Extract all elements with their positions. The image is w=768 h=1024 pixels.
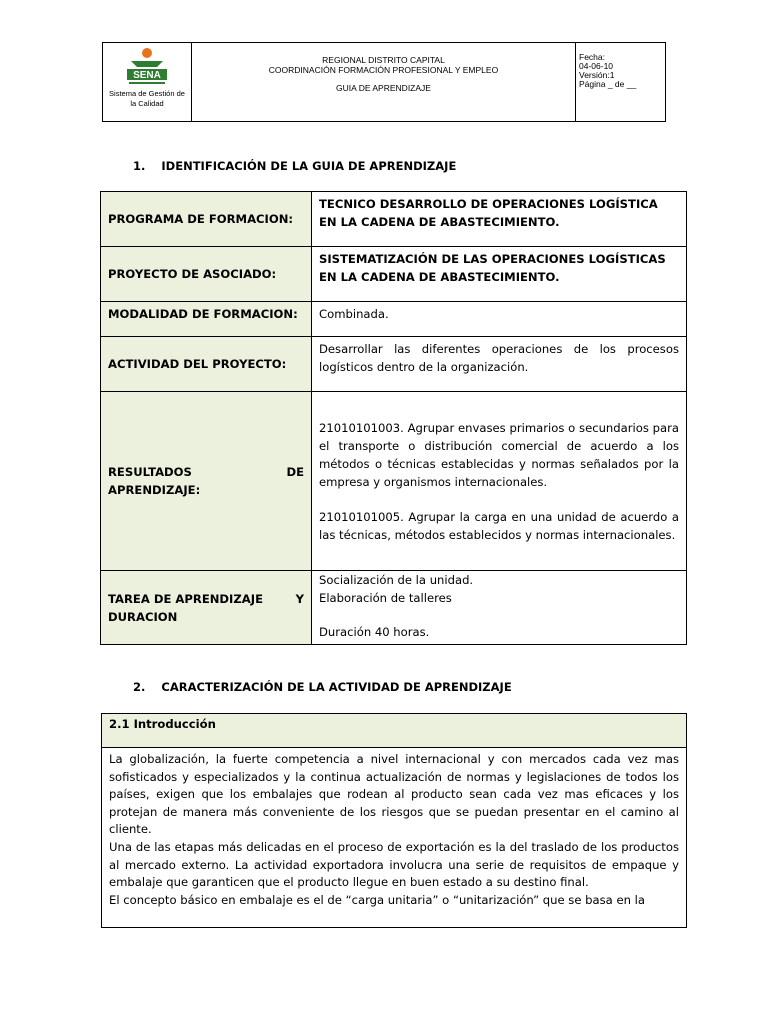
table-row — [101, 392, 687, 571]
actividad-value: Desarrollar las diferentes operaciones de los procesos logísticos dentro de la organización. — [312, 337, 687, 392]
proyecto-value: SISTEMATIZACIÓN DE LAS OPERACIONES LOGÍSTICAS EN LA CADENA DE ABASTECIMIENTO. — [312, 247, 687, 302]
resultados-label-a: RESULTADOS — [108, 465, 192, 479]
fecha-label: Fecha: — [579, 52, 605, 62]
tarea-line-3: Duración 40 horas. — [319, 625, 430, 639]
resultado-2: 21010101005. Agrupar la carga en una unidad de acuerdo a las técnicas, métodos establecidos y normas internacionales. — [319, 509, 679, 542]
section1-heading — [133, 159, 456, 173]
intro-text-cell — [102, 748, 687, 928]
identification-table — [100, 191, 687, 645]
version-label: Versión:1 — [579, 70, 615, 80]
introduction-table — [101, 713, 687, 928]
section1-title: IDENTIFICACIÓN DE LA GUIA DE APRENDIZAJE — [161, 159, 457, 173]
modalidad-value: Combinada. — [312, 302, 687, 337]
header-line-regional: REGIONAL DISTRITO CAPITAL — [322, 55, 445, 65]
logo-text: SENA — [133, 70, 161, 81]
table-row — [102, 714, 687, 748]
header-title-cell — [192, 43, 576, 121]
section2-title: CARACTERIZACIÓN DE LA ACTIVIDAD DE APRENDIZAJE — [161, 680, 512, 694]
fecha-value: 04-06-10 — [579, 61, 614, 71]
resultados-value — [312, 392, 687, 571]
header-line-coordinacion: COORDINACIÓN FORMACIÓN PROFESIONAL Y EMPLEO — [268, 65, 499, 75]
header-line-guia: GUIA DE APRENDIZAJE — [336, 83, 431, 93]
tarea-label-a: TAREA DE APRENDIZAJE — [108, 591, 263, 606]
table-row — [101, 192, 687, 247]
actividad-label: ACTIVIDAD DEL PROYECTO: — [101, 337, 312, 392]
tarea-label — [101, 571, 312, 645]
table-row — [101, 302, 687, 337]
tarea-line-2: Elaboración de talleres — [319, 591, 452, 605]
intro-paragraph-3: El concepto básico en embalaje es el de “carga unitaria” o “unitarización” que se basa en la — [109, 892, 645, 907]
tarea-label-b: Y — [295, 591, 304, 606]
tarea-label-c: DURACION — [108, 609, 178, 624]
table-row — [102, 748, 687, 928]
resultado-1: 21010101003. Agrupar envases primarios o secundarios para el transporte o distribución comercial de acuerdo a los métodos o técnicas establecidas y normas señalados por la empresa y organismos internacionales. — [319, 420, 679, 489]
header-meta-cell — [576, 43, 665, 121]
intro-heading: 2.1 Introducción — [102, 714, 687, 748]
resultados-label-b: DE — [286, 465, 304, 479]
table-row — [101, 247, 687, 302]
section2-number: 2. — [133, 680, 146, 694]
proyecto-label: PROYECTO DE ASOCIADO: — [101, 247, 312, 302]
resultados-label-c: APRENDIZAJE: — [108, 483, 201, 497]
intro-paragraph-2: Una de las etapas más delicadas en el proceso de exportación es la del traslado de los productos al mercado externo. La actividad exportadora involucra una serie de requisitos de empaque y embalaje que garanticen que el producto llegue en buen estado a su destino final. — [109, 839, 679, 890]
pagina-label: Página _ de __ — [579, 79, 637, 89]
intro-paragraph-1: La globalización, la fuerte competencia a nivel internacional y con mercados cada vez mas sofisticados y especializados y la continua actualización de normas y legislaciones de todos los países, exigen que los embalajes que rodean al producto sean cada vez mas eficaces y los protejan de manera más conveniente de los riesgos que se puedan presentar en el camino al cliente. — [109, 752, 679, 837]
tarea-value — [312, 571, 687, 645]
modalidad-label: MODALIDAD DE FORMACION: — [101, 302, 312, 337]
logo-cell — [103, 43, 192, 121]
document-header — [102, 42, 666, 122]
section2-heading — [133, 680, 512, 694]
sena-logo-icon — [121, 47, 173, 87]
resultados-label — [101, 392, 312, 571]
tarea-line-1: Socialización de la unidad. — [319, 573, 474, 587]
table-row — [101, 337, 687, 392]
table-row — [101, 571, 687, 645]
programa-label: PROGRAMA DE FORMACION: — [101, 192, 312, 247]
quality-system-label: Sistema de Gestión de la Calidad — [109, 89, 185, 108]
programa-value: TECNICO DESARROLLO DE OPERACIONES LOGÍSTICA EN LA CADENA DE ABASTECIMIENTO. — [312, 192, 687, 247]
section1-number: 1. — [133, 159, 146, 173]
